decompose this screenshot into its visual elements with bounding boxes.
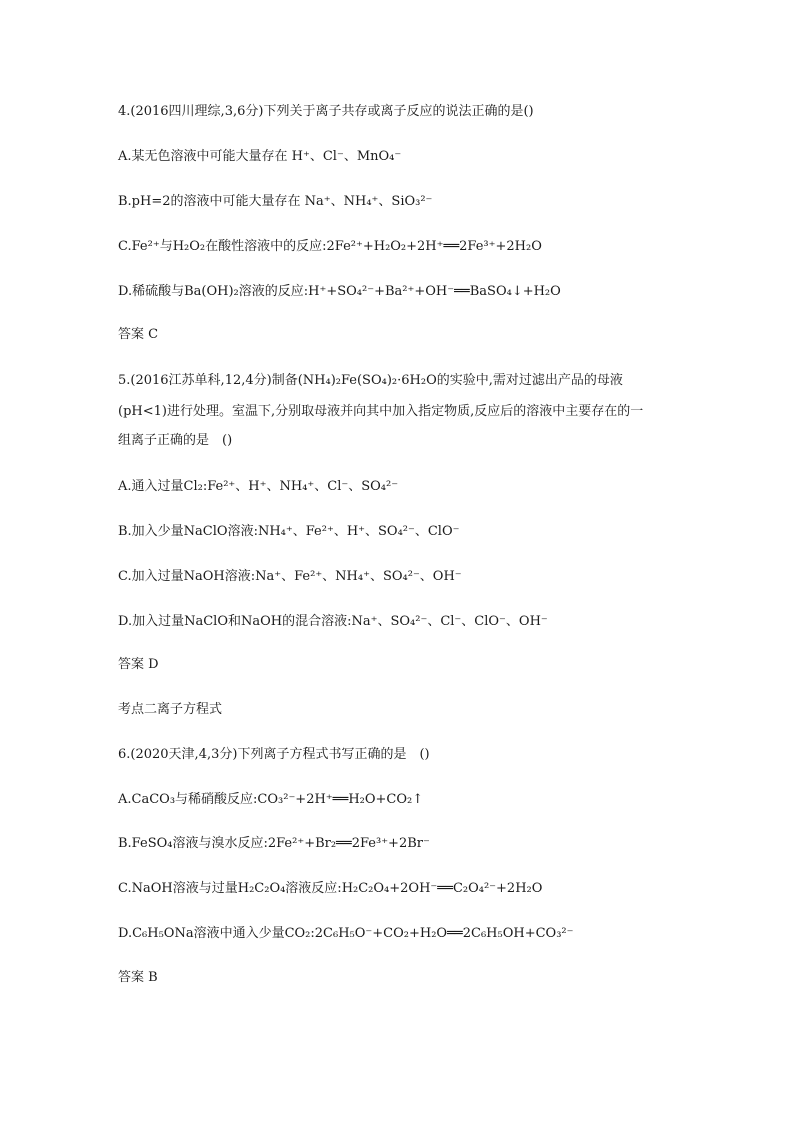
q5-stem-line-1: 5.(2016江苏单科,12,4分)制备(NH₄)₂Fe(SO₄)₂·6H₂O的实验中,需对过滤出产品的母液 (118, 373, 623, 388)
q6-option-b: B.FeSO₄溶液与溴水反应:2Fe²⁺+Br₂══2Fe³⁺+2Br⁻ (118, 836, 430, 851)
q6-option-a: A.CaCO₃与稀硝酸反应:CO₃²⁻+2H⁺══H₂O+CO₂↑ (118, 792, 424, 807)
q4-answer: 答案 C (118, 327, 159, 342)
q6-option-d: D.C₆H₅ONa溶液中通入少量CO₂:2C₆H₅O⁻+CO₂+H₂O══2C₆H₅OH+CO₃²⁻ (118, 926, 574, 941)
q5-answer: 答案 D (118, 657, 159, 672)
q6-option-c: C.NaOH溶液与过量H₂C₂O₄溶液反应:H₂C₂O₄+2OH⁻══C₂O₄²⁻+2H₂O (118, 881, 543, 896)
q6-answer: 答案 B (118, 970, 158, 985)
q4-option-d: D.稀硫酸与Ba(OH)₂溶液的反应:H⁺+SO₄²⁻+Ba²⁺+OH⁻══BaSO₄↓+H₂O (118, 284, 561, 299)
q5-option-a: A.通入过量Cl₂:Fe²⁺、H⁺、NH₄⁺、Cl⁻、SO₄²⁻ (118, 479, 399, 494)
q6-stem: 6.(2020天津,4,3分)下列离子方程式书写正确的是 () (118, 747, 430, 762)
q4-option-c: C.Fe²⁺与H₂O₂在酸性溶液中的反应:2Fe²⁺+H₂O₂+2H⁺══2Fe³⁺+2H₂O (118, 239, 542, 254)
q4-option-a: A.某无色溶液中可能大量存在 H⁺、Cl⁻、MnO₄⁻ (118, 149, 402, 164)
q5-option-d: D.加入过量NaClO和NaOH的混合溶液:Na⁺、SO₄²⁻、Cl⁻、ClO⁻、OH⁻ (118, 614, 548, 629)
section-title: 考点二离子方程式 (118, 702, 223, 717)
q4-stem: 4.(2016四川理综,3,6分)下列关于离子共存或离子反应的说法正确的是() (118, 104, 534, 119)
q5-option-b: B.加入少量NaClO溶液:NH₄⁺、Fe²⁺、H⁺、SO₄²⁻、ClO⁻ (118, 524, 460, 539)
q4-option-b: B.pH=2的溶液中可能大量存在 Na⁺、NH₄⁺、SiO₃²⁻ (118, 194, 433, 209)
q5-stem-line-3: 组离子正确的是 () (118, 433, 233, 448)
q5-option-c: C.加入过量NaOH溶液:Na⁺、Fe²⁺、NH₄⁺、SO₄²⁻、OH⁻ (118, 569, 462, 584)
q5-stem-line-2: (pH<1)进行处理。室温下,分别取母液并向其中加入指定物质,反应后的溶液中主要存在的一 (118, 404, 644, 419)
